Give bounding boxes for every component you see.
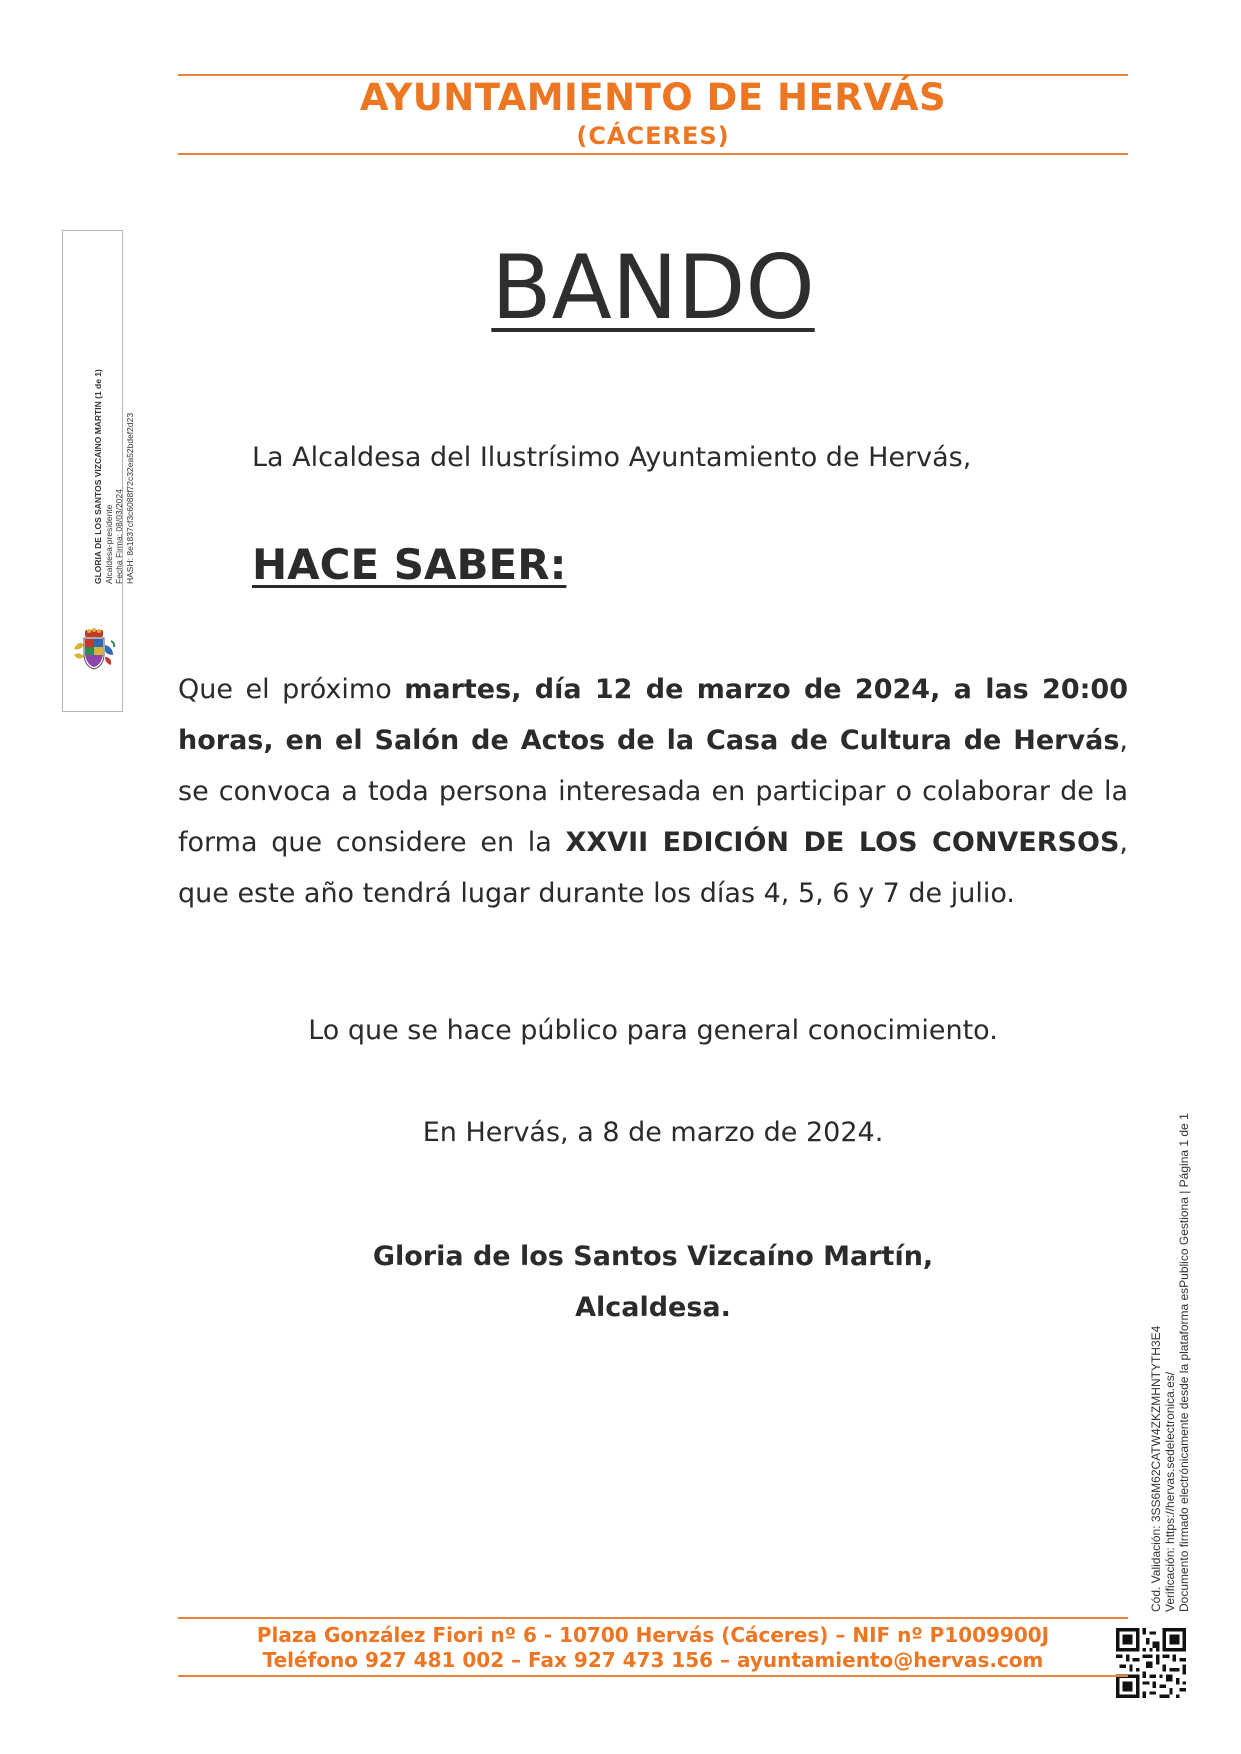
signed-platform-note: Documento firmado electrónicamente desde la plataforma esPublico Gestiona | Página 1 de 1 — [1177, 1113, 1191, 1612]
municipality-title: AYUNTAMIENTO DE HERVÁS — [359, 76, 947, 119]
signer-role: Alcaldesa. — [575, 1292, 731, 1323]
public-notice-line: Lo que se hace público para general conocimiento. — [308, 1015, 998, 1046]
signer-role-line: Alcaldesa-presidente — [103, 504, 114, 584]
signature-date-line: Fecha Firma: 08/03/2024 — [114, 489, 124, 584]
footer-contact: Teléfono 927 481 002 – Fax 927 473 156 – ayuntamiento@hervas.com — [262, 1648, 1044, 1672]
footer-address: Plaza González Fiori nº 6 - 10700 Hervás (Cáceres) – NIF nº P1009900J — [256, 1623, 1050, 1647]
validation-code: Cód. Validación: 3SS6M62CATW4ZKZMHNTYTH3E4 — [1149, 1325, 1163, 1612]
signer-line: GLORIA DE LOS SANTOS VIZCAINO MARTIN (1 de 1) — [93, 369, 103, 584]
electronic-signature-box — [62, 230, 135, 712]
footer-bottom-rule — [178, 1675, 1128, 1677]
province-subtitle: (CÁCERES) — [576, 122, 730, 150]
header-bottom-rule — [178, 153, 1128, 155]
announcement-paragraph: Que el próximo martes, día 12 de marzo de 2024, a las 20:00 horas, en el Salón de Actos de la Casa de Cultura de Hervás, se convoca a toda persona interesada en participar o colaborar de la forma que considere en la XXVII EDICIÓN DE LOS CONVERSOS, que este año tendrá lugar durante los días 4, 5, 6 y 7 de julio. — [178, 674, 1128, 909]
signer-name: Gloria de los Santos Vizcaíno Martín, — [372, 1241, 934, 1272]
signature-hash-line: HASH: 8e1837cf3c6088f72c32ea52bdef2d23 — [124, 412, 135, 584]
place-date-line: En Hervás, a 8 de marzo de 2024. — [422, 1117, 884, 1148]
footer-top-rule — [178, 1617, 1128, 1619]
meeting-details: martes, día 12 de marzo de 2024, a las 20:00 horas, en el Salón de Actos de la Casa de Cultura de Hervás — [178, 674, 1128, 756]
document-heading: BANDO — [491, 236, 815, 339]
signature-block — [178, 1231, 1128, 1333]
intro-line: La Alcaldesa del Ilustrísimo Ayuntamiento de Hervás, — [252, 442, 972, 473]
coat-of-arms-icon — [71, 627, 117, 671]
hace-saber-heading: HACE SABER: — [252, 540, 567, 589]
event-name: XXVII EDICIÓN DE LOS CONVERSOS — [565, 827, 1120, 858]
verification-url[interactable]: Verificación: https://hervas.sedelectronica.es/ — [1163, 1371, 1177, 1612]
